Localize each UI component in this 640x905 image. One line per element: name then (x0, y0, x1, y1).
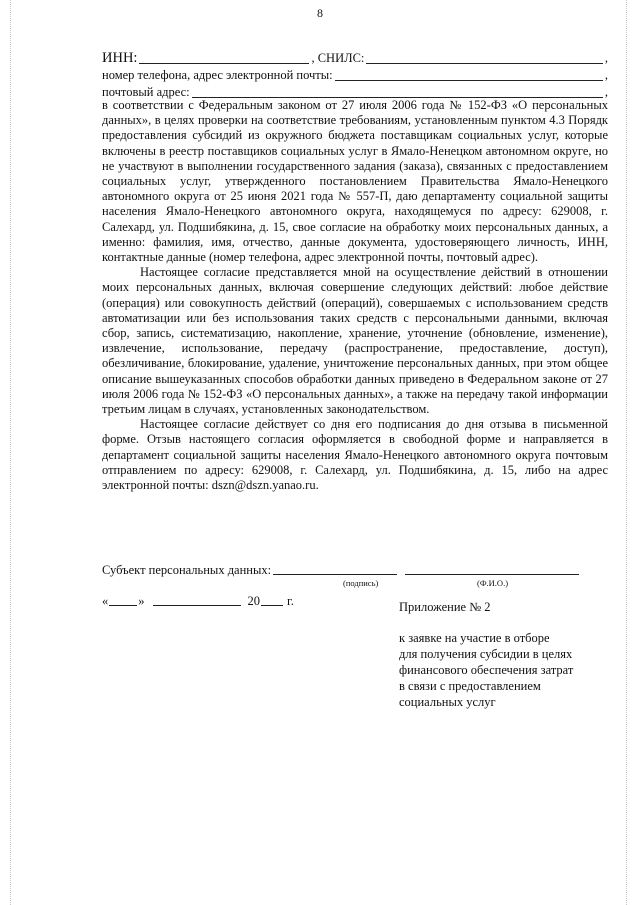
snils-label: , СНИЛС: (311, 51, 365, 65)
para3-line: и направляется в департамент социальной защиты населения Ямало-Ненецкого (102, 432, 608, 462)
para2-line: таких средств с персональными данными, включая сбор, запись, (102, 310, 608, 341)
inn-field[interactable] (139, 52, 309, 64)
contacts-line (102, 67, 608, 84)
para1-line: предоставлением социальных услуг, утвержденного постановлением (102, 158, 609, 189)
subject-label: Субъект персональных данных: (102, 563, 272, 577)
year-prefix: 20 (247, 594, 260, 608)
postal-field[interactable] (192, 86, 603, 98)
para1-line: ул. Подшибякина, д. 15, свое согласие на обработку моих персональных данных, (158, 219, 599, 234)
para1-line: установленным пунктом 4.3 Порядк предоставления субсидий из окружного (102, 113, 609, 143)
snils-comma: , (604, 51, 608, 65)
page-number: 8 (317, 6, 323, 20)
consent-body (102, 98, 608, 493)
para1-line: № 557-П, даю департаменту социальной защиты населения Ямало-Ненецкого (102, 189, 608, 219)
contacts-label: номер телефона, адрес электронной почты: (102, 68, 333, 82)
para1-line: автономного округа, находящемуся по адресу: 629008, г. Салехард, (102, 204, 608, 234)
para3-line: письменной форме. Отзыв настоящего согласия оформляется в свободной форме (102, 417, 608, 447)
para2-line: систематизацию, накопление, хранение, уточнение (обновление, изменение), (180, 326, 608, 341)
consent-paragraph-2 (102, 265, 608, 417)
year-suffix: г. (287, 594, 294, 608)
para1-line: поставщиков социальных услуг в Ямало-Ненецком автономном округе, но не (102, 143, 609, 173)
contacts-comma: , (604, 68, 608, 82)
year-field[interactable] (261, 594, 283, 606)
para2-line: случаях, установленных законодательством. (193, 402, 430, 417)
fio-caption: (Ф.И.О.) (477, 578, 509, 588)
para2-line: персональных данных», а также на передачу такой информации третьим лицам в (102, 386, 608, 417)
signature-caption: (подпись) (343, 578, 379, 588)
signature-field[interactable] (273, 563, 397, 575)
para1-line: а именно: фамилия, имя, отчество, данные документа, удостоверяющего (102, 219, 608, 249)
month-field[interactable] (153, 594, 241, 606)
appendix-text: к заявке на участие в отборе для получения субсидии в целях финансового обеспечения затрат в связи с предоставлением социальных услуг (399, 631, 574, 709)
day-field[interactable] (109, 594, 137, 606)
para1-line: Правительства Ямало-Ненецкого автономного округа от 25 июня 2021 года (102, 174, 608, 204)
postal-comma: , (604, 85, 608, 99)
consent-paragraph-1 (102, 98, 608, 265)
contacts-field[interactable] (335, 69, 603, 81)
para1-line: участвуют в выполнении государственного задания (заказа), связанных с (118, 158, 512, 173)
appendix-title: Приложение № 2 (399, 600, 491, 614)
scan-edge-left (10, 0, 11, 905)
appendix-block (399, 599, 619, 710)
para1-line: почтовый адрес). (446, 250, 539, 265)
para1-line: персональных данных», в целях проверки на соответствие требованиям, (102, 98, 609, 128)
snils-field[interactable] (366, 52, 602, 64)
para2-line: действий: любое действие (операция) или совокупность действий (операций), (102, 280, 609, 310)
para1-line: личность, ИНН, контактные данные (номер телефона, адрес электронной почты, (102, 234, 608, 265)
scan-edge-right (626, 0, 627, 905)
para2-line: данных, при этом общее описание вышеуказанных способов обработки данных (102, 356, 608, 386)
signature-captions (102, 578, 608, 590)
subject-signature-line (102, 563, 608, 578)
para3-line: автономного округа почтовым отправлением по адресу: 629008, г. Салехард, (102, 447, 608, 477)
para2-line: приведено в Федеральном законе от 27 июля 2006 года № 152-ФЗ «О (102, 371, 608, 401)
personal-data-fields (102, 50, 608, 101)
inn-label: ИНН: (102, 50, 138, 66)
postal-label: почтовый адрес: (102, 85, 190, 99)
para3-line: ул. Подшибякина, д. 15, либо на адрес электронной почты: dszn@dszn.yanao.ru. (102, 462, 608, 493)
para3-line: Настоящее согласие действует со дня его подписания до дня отзыва в (140, 417, 538, 432)
para2-line: доступ), обезличивание, блокирование, удаление, уничтожение персональных (102, 341, 609, 371)
date-close-quote: » (138, 594, 145, 608)
para1-line: в соответствии с Федеральным законом от 27 июля 2006 года № 152-ФЗ «О (102, 98, 528, 112)
para1-line: бюджета поставщикам социальных услуг, которые включены в реестр (102, 128, 609, 158)
fio-field[interactable] (405, 563, 579, 575)
consent-paragraph-3 (102, 417, 608, 493)
para2-line: отношении моих персональных данных, включая совершение следующих (102, 265, 608, 295)
date-open-quote: « (102, 594, 109, 608)
para2-line: совершаемых с использованием средств автоматизации или без использования (102, 295, 608, 325)
para2-line: извлечение, использование, передачу (распространение, предоставление, (102, 341, 548, 356)
para2-line: Настоящее согласие представляется мной на осуществление действий в (140, 265, 543, 280)
inn-snils-line (102, 50, 608, 67)
